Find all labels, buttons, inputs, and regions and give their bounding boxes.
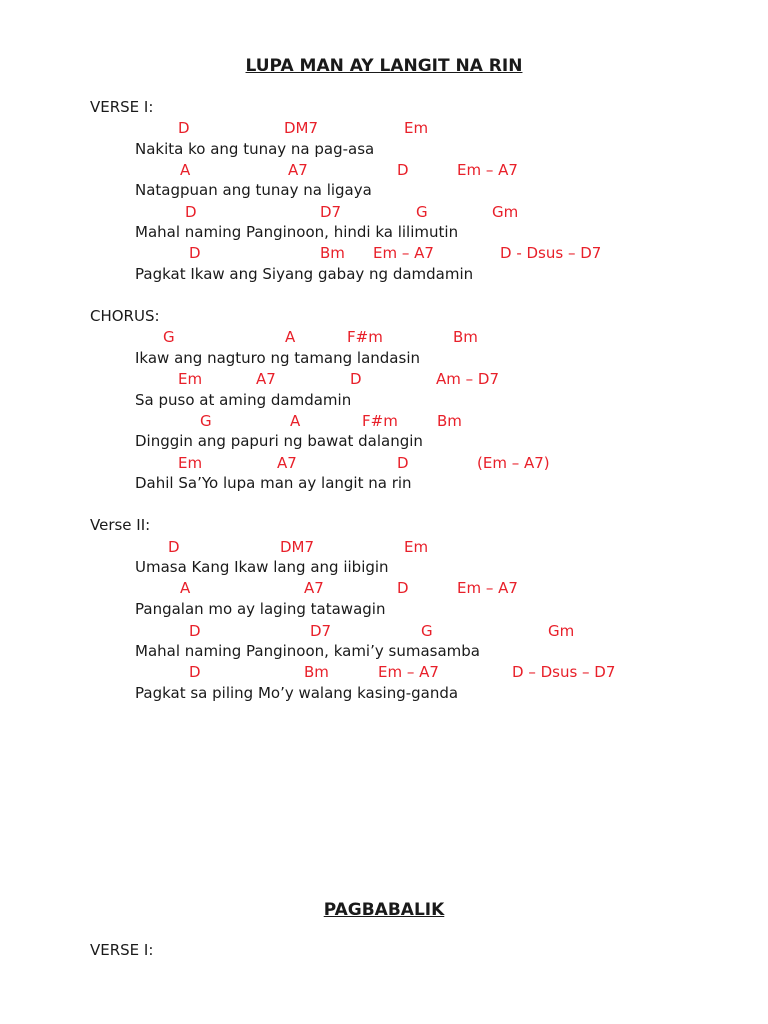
- chord: (Em – A7): [477, 454, 550, 472]
- lyric-line: Umasa Kang Ikaw lang ang iibigin: [135, 558, 389, 576]
- chord: Em: [404, 538, 429, 556]
- chord: G: [416, 203, 428, 221]
- song-2-verse-1-label: VERSE I:: [90, 941, 154, 959]
- chord: Em – A7: [373, 244, 434, 262]
- chord: A: [180, 161, 191, 179]
- lyric-line: Nakita ko ang tunay na pag-asa: [135, 140, 375, 158]
- chord: A7: [304, 579, 324, 597]
- chord: Bm: [320, 244, 345, 262]
- chord: Gm: [492, 203, 519, 221]
- lyric-line: Mahal naming Panginoon, kami’y sumasamba: [135, 642, 480, 660]
- chord: G: [200, 412, 212, 430]
- song-title: LUPA MAN AY LANGIT NA RIN: [245, 56, 523, 76]
- chord: A7: [277, 454, 297, 472]
- chord: F#m: [347, 328, 383, 346]
- chord: A: [180, 579, 191, 597]
- lyric-line: Mahal naming Panginoon, hindi ka lilimutin: [135, 223, 459, 241]
- verse-1-label: VERSE I:: [90, 98, 154, 116]
- chord: F#m: [362, 412, 398, 430]
- chord: DM7: [280, 538, 315, 556]
- chord: Em: [178, 454, 203, 472]
- chord: D7: [320, 203, 342, 221]
- chord: D - Dsus – D7: [500, 244, 602, 262]
- lyric-line: Pangalan mo ay laging tatawagin: [135, 600, 386, 618]
- chord: D: [189, 622, 201, 640]
- verse-2-label: Verse II:: [90, 516, 151, 534]
- chord: D: [189, 244, 201, 262]
- chord: A7: [288, 161, 308, 179]
- lyric-line: Pagkat Ikaw ang Siyang gabay ng damdamin: [135, 265, 474, 283]
- chord: Em: [404, 119, 429, 137]
- chord: D: [185, 203, 197, 221]
- chord: G: [421, 622, 433, 640]
- chord: D: [397, 161, 409, 179]
- chord: A: [285, 328, 296, 346]
- lyric-line: Dinggin ang papuri ng bawat dalangin: [135, 432, 423, 450]
- chord: A: [290, 412, 301, 430]
- chord: Em: [178, 370, 203, 388]
- chord: D: [397, 454, 409, 472]
- chord: DM7: [284, 119, 319, 137]
- chord: Em – A7: [457, 161, 518, 179]
- chord: D7: [310, 622, 332, 640]
- chorus-label: CHORUS:: [90, 307, 160, 325]
- chord: Em – A7: [457, 579, 518, 597]
- chord: Bm: [437, 412, 462, 430]
- lyric-line: Natagpuan ang tunay na ligaya: [135, 181, 372, 199]
- chord: A7: [256, 370, 276, 388]
- chord: Bm: [453, 328, 478, 346]
- chord: Gm: [548, 622, 575, 640]
- chord: Bm: [304, 663, 329, 681]
- chord: D: [178, 119, 190, 137]
- lyric-line: Ikaw ang nagturo ng tamang landasin: [135, 349, 420, 367]
- chord: Em – A7: [378, 663, 439, 681]
- chord: D – Dsus – D7: [512, 663, 616, 681]
- chord: D: [189, 663, 201, 681]
- chord: D: [397, 579, 409, 597]
- lyric-line: Sa puso at aming damdamin: [135, 391, 352, 409]
- chord: D: [350, 370, 362, 388]
- chord: D: [168, 538, 180, 556]
- lyric-line: Dahil Sa’Yo lupa man ay langit na rin: [135, 474, 412, 492]
- chord: G: [163, 328, 175, 346]
- chord: Am – D7: [436, 370, 500, 388]
- lyric-line: Pagkat sa piling Mo’y walang kasing-ganda: [135, 684, 459, 702]
- song-title-2: PAGBABALIK: [323, 900, 445, 920]
